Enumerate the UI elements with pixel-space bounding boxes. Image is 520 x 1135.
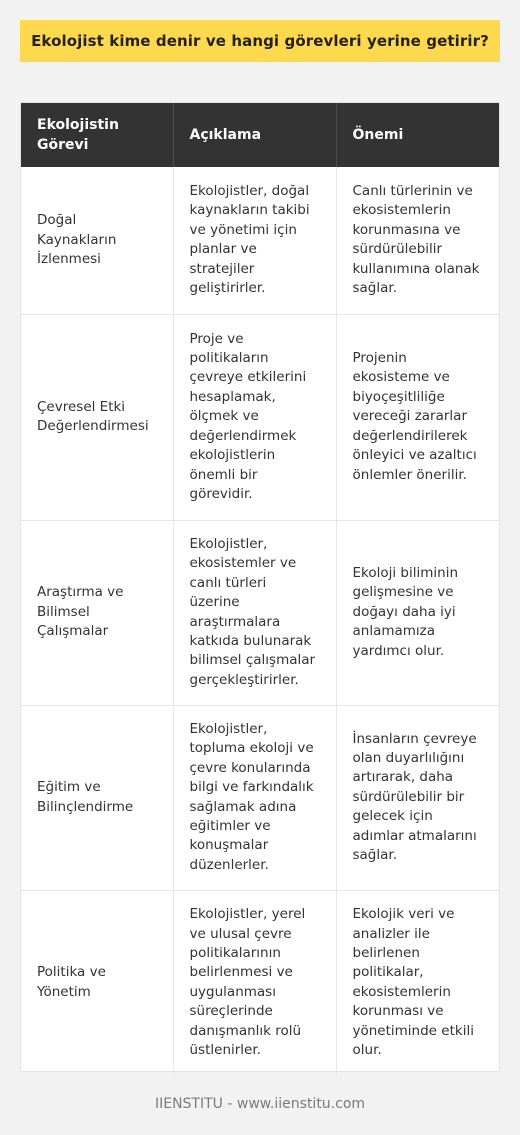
cell-importance: Ekoloji biliminin gelişmesine ve doğayı daha iyi anlamamıza yardımcı olur.: [336, 520, 499, 705]
page-title: Ekolojist kime denir ve hangi görevleri yerine getirir?: [31, 32, 489, 50]
cell-importance: İnsanların çevreye olan duyarlılığını artırarak, daha sürdürülebilir bir gelecek için adımlar atmalarını sağlar.: [336, 705, 499, 890]
cell-duty: Çevresel Etki Değerlendirmesi: [21, 314, 173, 520]
table-row: [21, 167, 499, 314]
cell-description: Ekolojistler, yerel ve ulusal çevre politikalarının belirlenmesi ve uygulanması süreçlerinde danışmanlık rolü üstlenirler.: [173, 890, 336, 1075]
table-row: [21, 520, 499, 705]
table-header-row: [21, 103, 499, 167]
header-importance: Önemi: [352, 127, 404, 143]
table-row: [21, 314, 499, 520]
table-row: [21, 705, 499, 890]
header-duty: Ekolojistin Görevi: [21, 103, 173, 167]
cell-description: Ekolojistler, topluma ekoloji ve çevre konularında bilgi ve farkındalık sağlamak adına eğitimler ve konuşmalar düzenlerler.: [173, 705, 336, 890]
cell-description: Ekolojistler, doğal kaynakların takibi ve yönetimi için planlar ve stratejiler geliştirirler.: [173, 167, 336, 314]
cell-importance: Ekolojik veri ve analizler ile belirlenen politikalar, ekosistemlerin korunması ve yönetiminde etkili olur.: [352, 906, 474, 1058]
cell-duty: Araştırma ve Bilimsel Çalışmalar: [21, 520, 173, 705]
cell-description: Ekolojistler, ekosistemler ve canlı türleri üzerine araştırmalara katkıda bulunarak bilimsel çalışmalar gerçekleştirirler.: [173, 520, 336, 705]
cell-duty: Eğitim ve Bilinçlendirme: [21, 705, 173, 890]
cell-importance: Canlı türlerinin ve ekosistemlerin korunmasına ve sürdürülebilir kullanımına olanak sağlar.: [336, 167, 499, 314]
footer-credit: IIENSTITU - www.iienstitu.com: [154, 1096, 366, 1112]
duties-table: [21, 103, 499, 1075]
cell-duty: Doğal Kaynakların İzlenmesi: [21, 167, 173, 314]
cell-description: Proje ve politikaların çevreye etkilerini hesaplamak, ölçmek ve değerlendirmek ekolojistlerin önemli bir görevidir.: [173, 314, 336, 520]
cell-importance: Projenin ekosisteme ve biyoçeşitliliğe vereceği zararlar değerlendirilerek önleyici ve azaltıcı önlemler önerilir.: [336, 314, 499, 520]
duties-table-container: [20, 102, 500, 1072]
cell-duty: Politika ve Yönetim: [21, 890, 173, 1075]
title-banner: [20, 20, 500, 62]
header-description: Açıklama: [173, 103, 336, 167]
table-row: [21, 890, 499, 1075]
